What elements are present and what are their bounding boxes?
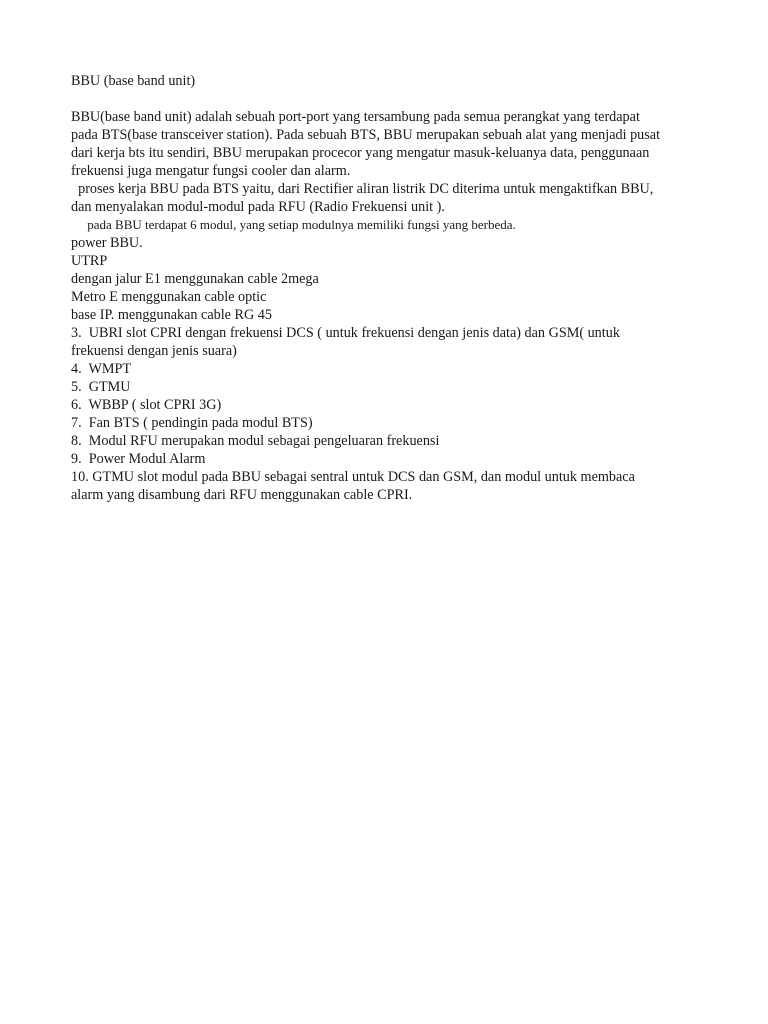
list-item: 3. UBRI slot CPRI dengan frekuensi DCS ( untuk frekuensi dengan jenis data) dan GSM( untuk	[71, 325, 620, 341]
paragraph-line: frekuensi juga mengatur fungsi cooler dan alarm.	[71, 163, 351, 179]
document-page	[71, 72, 711, 504]
list-item: 4. WMPT	[71, 361, 132, 377]
list-item: 7. Fan BTS ( pendingin pada modul BTS)	[71, 415, 313, 431]
list-item: 5. GTMU	[71, 379, 131, 395]
paragraph-line: dari kerja bts itu sendiri, BBU merupakan procecor yang mengatur masuk-keluanya data, penggunaan	[71, 145, 650, 161]
list-line: base IP. menggunakan cable RG 45	[71, 307, 272, 323]
list-item: 8. Modul RFU merupakan modul sebagai pengeluaran frekuensi	[71, 433, 440, 449]
document-body	[71, 108, 711, 504]
list-line: power BBU.	[71, 235, 143, 251]
paragraph-line: pada BBU terdapat 6 modul, yang setiap modulnya memiliki fungsi yang berbeda.	[71, 217, 516, 232]
list-line: UTRP	[71, 253, 108, 269]
document-title: BBU (base band unit)	[71, 73, 196, 89]
list-line: dengan jalur E1 menggunakan cable 2mega	[71, 271, 319, 287]
paragraph-line: BBU(base band unit) adalah sebuah port-port yang tersambung pada semua perangkat yang terdapat	[71, 109, 640, 125]
paragraph-line: dan menyalakan modul-modul pada RFU (Radio Frekuensi unit ).	[71, 199, 445, 215]
list-item-continuation: alarm yang disambung dari RFU menggunakan cable CPRI.	[71, 487, 413, 503]
list-item: 10. GTMU slot modul pada BBU sebagai sentral untuk DCS dan GSM, dan modul untuk membaca	[71, 469, 635, 485]
list-item: 6. WBBP ( slot CPRI 3G)	[71, 397, 222, 413]
list-line: Metro E menggunakan cable optic	[71, 289, 267, 305]
list-item: 9. Power Modul Alarm	[71, 451, 206, 467]
paragraph-line: pada BTS(base transceiver station). Pada sebuah BTS, BBU merupakan sebuah alat yang menjadi pusat	[71, 127, 661, 143]
paragraph-line: proses kerja BBU pada BTS yaitu, dari Rectifier aliran listrik DC diterima untuk mengaktifkan BBU,	[71, 181, 654, 197]
list-item-continuation: frekuensi dengan jenis suara)	[71, 343, 237, 359]
